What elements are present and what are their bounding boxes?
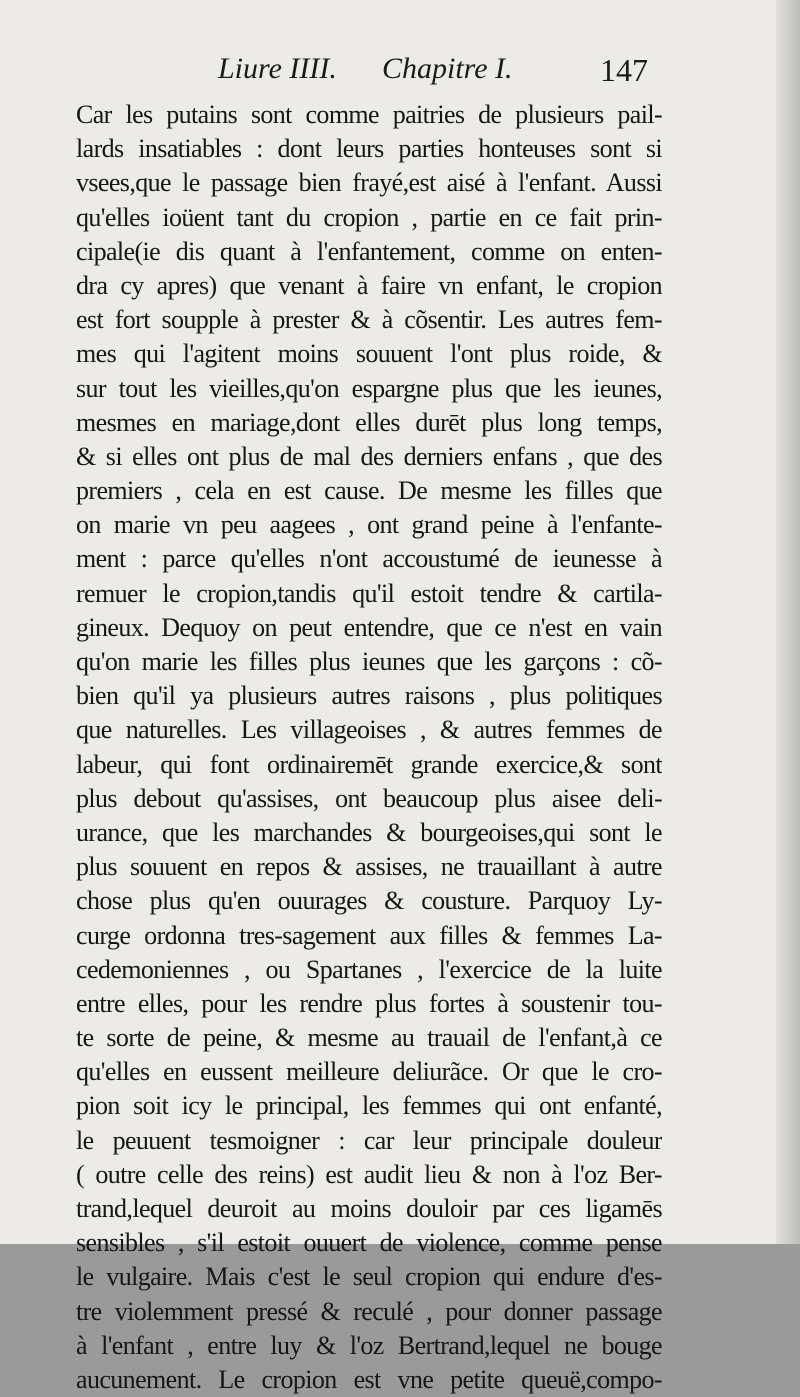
text-line: curge ordonna tres-sagement aux filles & femmes La- (76, 920, 662, 950)
text-line: urance, que les marchandes & bourgeoises,qui sont le (76, 817, 662, 847)
text-line: gineux. Dequoy on peut entendre, que ce n'est en vain (76, 612, 662, 642)
text-line: plus debout qu'assises, ont beaucoup plus aisee deli- (76, 783, 662, 813)
text-line: labeur, qui font ordinairemēt grande exercice,& sont (76, 749, 662, 779)
text-line: premiers , cela en est cause. De mesme les filles que (76, 476, 662, 506)
text-line: mes qui l'agitent moins souuent l'ont plus roide, & (76, 339, 662, 369)
text-line: ( outre celle des reins) est audit lieu & non à l'oz Ber- (76, 1159, 662, 1189)
text-line: Car les putains sont comme paitries de plusieurs pail- (76, 100, 662, 129)
text-line: plus souuent en repos & assises, ne trauaillant à autre (76, 852, 662, 882)
text-line: remuer le cropion,tandis qu'il estoit tendre & cartila- (76, 578, 662, 608)
text-line: mesmes en mariage,dont elles durēt plus long temps, (76, 407, 662, 437)
text-line: entre elles, pour les rendre plus fortes à soustenir tou- (76, 988, 662, 1018)
text-line: qu'elles en eussent meilleure deliurãce. Or que le cro- (76, 1057, 662, 1087)
text-line: ment : parce qu'elles n'ont accoustumé de ieunesse à (76, 544, 662, 574)
running-head-chapter: Chapitre I. (382, 52, 513, 85)
text-line: qu'elles ioüent tant du cropion , partie en ce fait prin- (76, 202, 662, 232)
running-head (0, 52, 800, 92)
body-text (76, 98, 662, 1397)
text-line: te sorte de peine, & mesme au trauail de l'enfant,à ce (76, 1023, 662, 1053)
text-line: & si elles ont plus de mal des derniers enfans , que des (76, 441, 662, 471)
text-line: on marie vn peu aagees , ont grand peine à l'enfante- (76, 510, 662, 540)
text-line: cedemoniennes , ou Spartanes , l'exercice de la luite (76, 954, 662, 984)
page-edge-shadow (776, 0, 800, 1244)
text-line: à l'enfant , entre luy & l'oz Bertrand,lequel ne bouge (76, 1330, 662, 1360)
text-line: le peuuent tesmoigner : car leur principale douleur (76, 1125, 662, 1155)
text-line: est fort soupple à prester & à cõsentir. Les autres fem- (76, 305, 662, 335)
text-line: qu'on marie les filles plus ieunes que les garçons : cõ- (76, 647, 662, 676)
text-line: sensibles , s'il estoit ouuert de violence, comme pense (76, 1228, 662, 1258)
text-line: chose plus qu'en ouurages & cousture. Parquoy Ly- (76, 886, 662, 916)
text-line: pion soit icy le principal, les femmes qui ont enfanté, (76, 1091, 662, 1121)
text-line: le vulgaire. Mais c'est le seul cropion qui endure d'es- (76, 1262, 662, 1292)
text-line: bien qu'il ya plusieurs autres raisons , plus politiques (76, 681, 662, 711)
text-line: que naturelles. Les villageoises , & autres femmes de (76, 715, 662, 745)
text-line: cipale(ie dis quant à l'enfantement, comme on enten- (76, 236, 662, 266)
text-line: lards insatiables : dont leurs parties honteuses sont si (76, 134, 662, 164)
folio-number: 147 (600, 52, 648, 88)
text-line: tre violemment pressé & reculé , pour donner passage (76, 1296, 662, 1326)
text-line: vsees,que le passage bien frayé,est aisé à l'enfant. Aussi (76, 168, 662, 198)
text-line: dra cy apres) que venant à faire vn enfant, le cropion (76, 270, 662, 300)
running-head-book: Liure IIII. (218, 52, 337, 85)
text-line: sur tout les vieilles,qu'on espargne plus que les ieunes, (76, 373, 662, 403)
text-line: trand,lequel deuroit au moins douloir par ces ligamēs (76, 1194, 662, 1223)
text-line: aucunement. Le cropion est vne petite queuë,compo- (76, 1364, 662, 1394)
